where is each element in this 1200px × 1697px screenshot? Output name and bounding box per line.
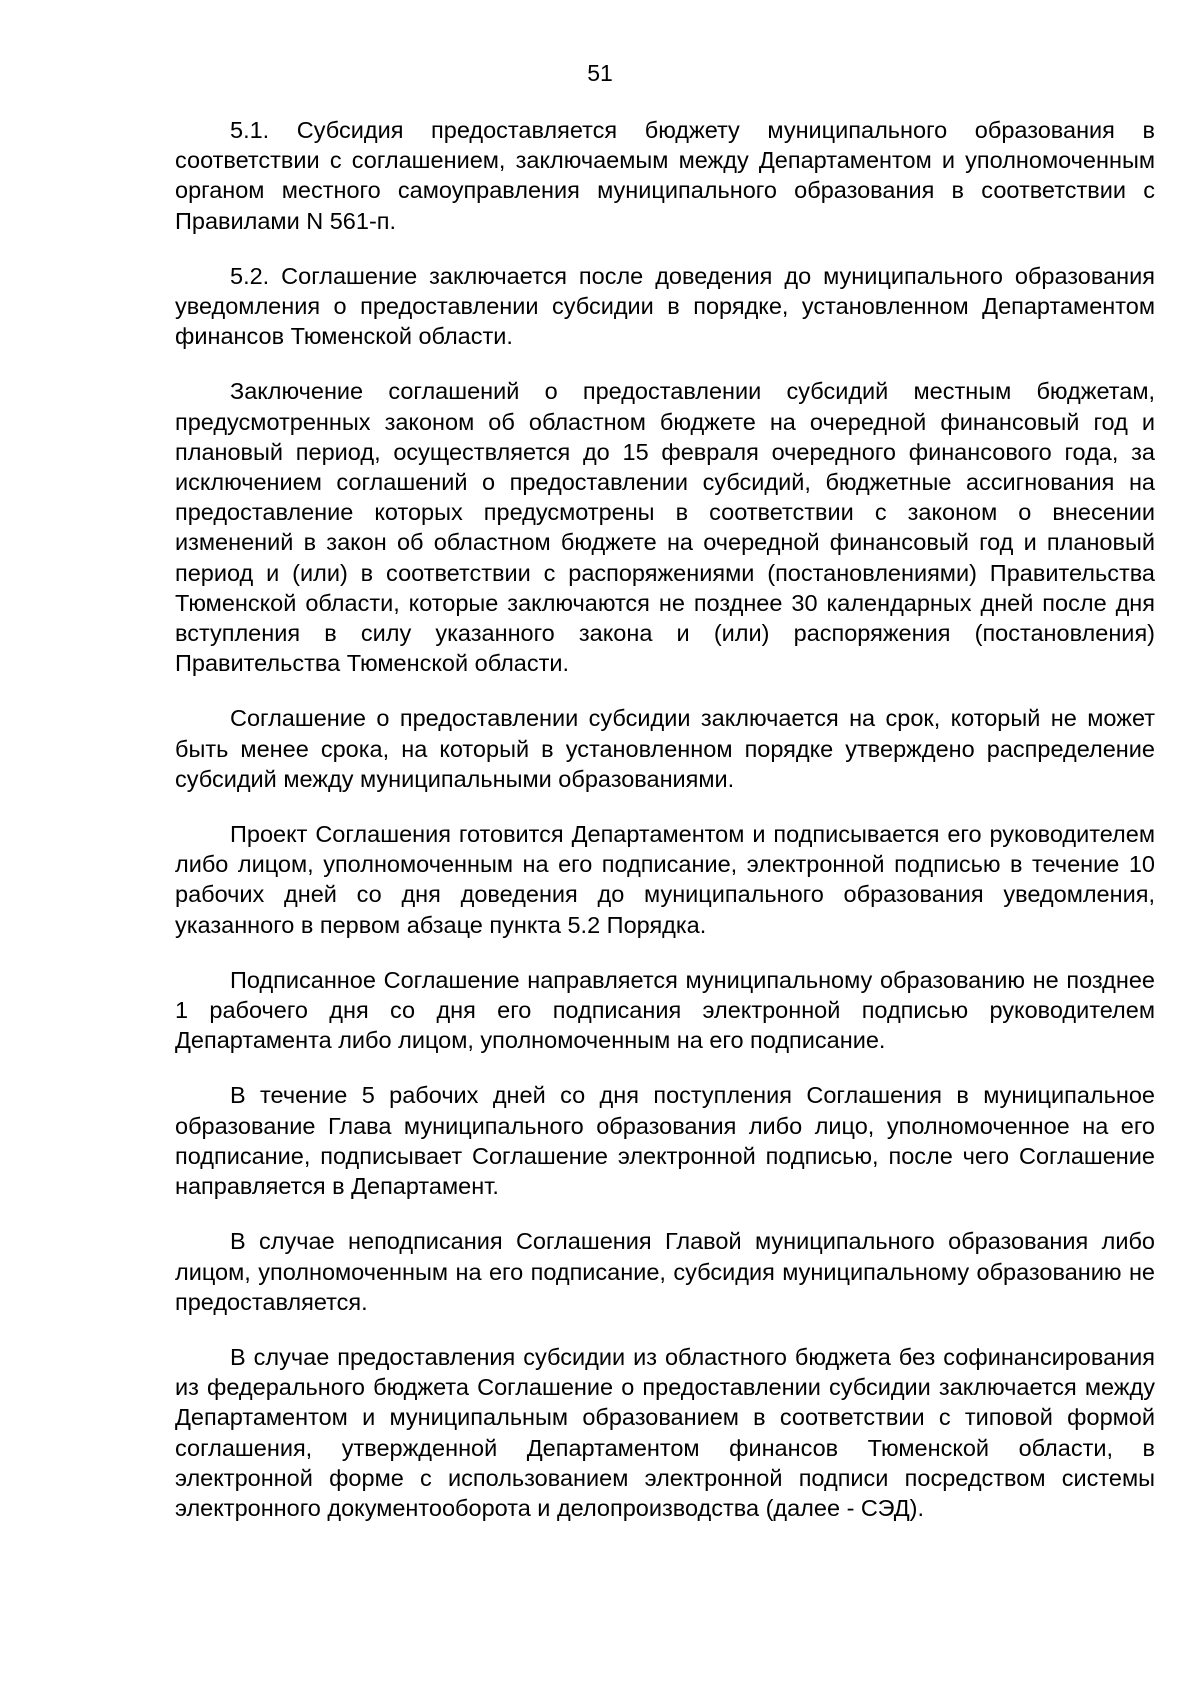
paragraph-municipal-signing: В течение 5 рабочих дней со дня поступления Соглашения в муниципальное образование Глава муниципального образования либо лицо, уполномоченное на его подписание, подписывает Соглашение электронной подписью, после чего Соглашение направляется в Департамент.	[175, 1082, 1155, 1200]
paragraph-regional-subsidy: В случае предоставления субсидии из областного бюджета без софинансирования из федерального бюджета Соглашение о предоставлении субсидии заключается между Департаментом и муниципальным образованием в соответствии с типовой формой соглашения, утвержденной Департаментом финансов Тюменской области, в электронной форме с использованием электронной подписи посредством системы электронного документооборота и делопроизводства (далее - СЭД).	[175, 1343, 1155, 1521]
document-body	[175, 115, 1155, 1548]
page-number: 51	[587, 60, 613, 86]
paragraph-5-2: 5.2. Соглашение заключается после доведения до муниципального образования уведомления о предоставлении субсидии в порядке, установленном Департаментом финансов Тюменской области.	[175, 262, 1155, 350]
paragraph-agreement-term: Соглашение о предоставлении субсидии заключается на срок, который не может быть менее срока, на который в установленном порядке утверждено распределение субсидий между муниципальными образованиями.	[175, 705, 1155, 792]
paragraph-non-signing: В случае неподписания Соглашения Главой муниципального образования либо лицом, уполномоченным на его подписание, субсидия муниципальному образованию не предоставляется.	[175, 1228, 1155, 1315]
paragraph-signed-agreement: Подписанное Соглашение направляется муниципальному образованию не позднее 1 рабочего дня со дня его подписания электронной подписью руководителем Департамента либо лицом, уполномоченным на его подписание.	[175, 966, 1155, 1054]
paragraph-5-1: 5.1. Субсидия предоставляется бюджету муниципального образования в соответствии с соглашением, заключаемым между Департаментом и уполномоченным органом местного самоуправления муниципального образования в соответствии с Правилами N 561-п.	[175, 117, 1155, 234]
paragraph-draft-agreement: Проект Соглашения готовится Департаментом и подписывается его руководителем либо лицом, уполномоченным на его подписание, электронной подписью в течение 10 рабочих дней со дня доведения до муниципального образования уведомления, указанного в первом абзаце пункта 5.2 Порядка.	[175, 821, 1155, 938]
paragraph-agreement-deadline: Заключение соглашений о предоставлении субсидий местным бюджетам, предусмотренных законом об областном бюджете на очередной финансовый год и плановый период, осуществляется до 15 февраля очередного финансового года, за исключением соглашений о предоставлении субсидий, бюджетные ассигнования на предоставление которых предусмотрены в соответствии с законом о внесении изменений в закон об областном бюджете на очередной финансовый год и плановый период и (или) в соответствии с распоряжениями (постановлениями) Правительства Тюменской области, которые заключаются не позднее 30 календарных дней после дня вступления в силу указанного закона и (или) распоряжения (постановления) Правительства Тюменской области.	[175, 378, 1155, 677]
